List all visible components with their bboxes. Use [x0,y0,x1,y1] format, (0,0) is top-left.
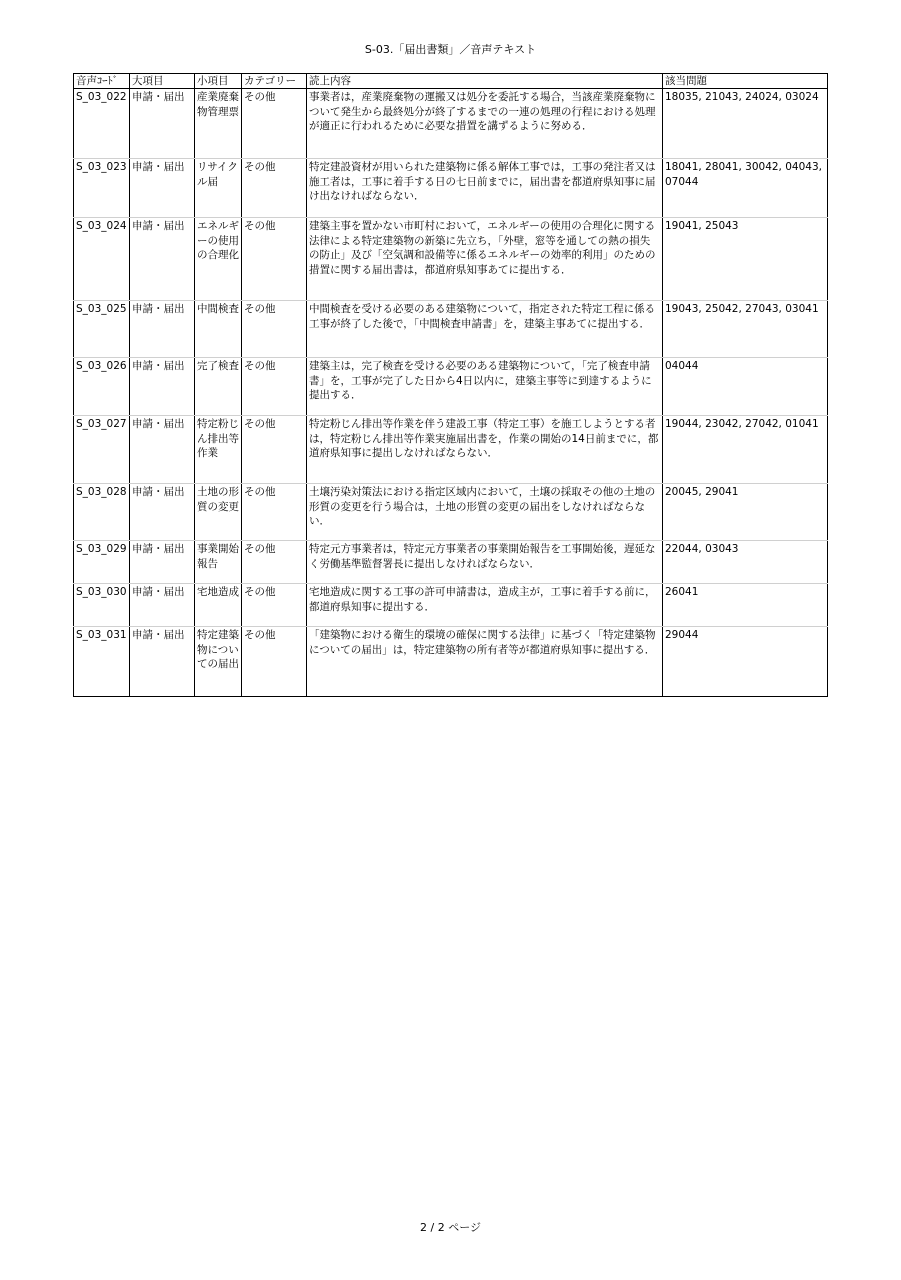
cell-minor: 中間検査 [195,301,242,358]
cell-major: 申請・届出 [130,89,195,159]
cell-questions: 18041, 28041, 30042, 04043, 07044 [663,159,828,218]
cell-minor: 特定粉じん排出等作業 [195,416,242,484]
cell-text: 特定粉じん排出等作業を伴う建設工事（特定工事）を施工しようとする者は，特定粉じん排出等作業実施届出書を，作業の開始の14日前までに，都道府県知事に提出しなければならない． [307,416,663,484]
cell-questions: 04044 [663,358,828,416]
column-header-major: 大項目 [130,74,195,89]
cell-code: S_03_031 [74,627,130,697]
cell-minor: 特定建築物についての届出 [195,627,242,697]
cell-category: その他 [242,218,307,301]
table-row [74,301,828,358]
cell-code: S_03_027 [74,416,130,484]
cell-minor: 事業開始報告 [195,541,242,584]
cell-code: S_03_029 [74,541,130,584]
cell-text: 建築主事を置かない市町村において，エネルギーの使用の合理化に関する法律による特定建築物の新築に先立ち，「外壁，窓等を通しての熱の損失の防止」及び「空気調和設備等に係るエネルギーの効率的利用」のための措置に関する届出書は，都道府県知事あてに提出する． [307,218,663,301]
cell-code: S_03_026 [74,358,130,416]
cell-major: 申請・届出 [130,218,195,301]
cell-major: 申請・届出 [130,541,195,584]
cell-major: 申請・届出 [130,358,195,416]
cell-questions: 18035, 21043, 24024, 03024 [663,89,828,159]
cell-major: 申請・届出 [130,301,195,358]
cell-major: 申請・届出 [130,159,195,218]
cell-minor: 産業廃棄物管理票 [195,89,242,159]
cell-text: 土壌汚染対策法における指定区域内において，土壌の採取その他の土地の形質の変更を行う場合は，土地の形質の変更の届出をしなければならない． [307,484,663,541]
table-row [74,484,828,541]
cell-major: 申請・届出 [130,484,195,541]
cell-questions: 19043, 25042, 27043, 03041 [663,301,828,358]
column-header-questions: 該当問題 [663,74,828,89]
cell-minor: リサイクル届 [195,159,242,218]
table-row [74,584,828,627]
table-row [74,358,828,416]
cell-text: 事業者は，産業廃棄物の運搬又は処分を委託する場合，当該産業廃棄物について発生から最終処分が終了するまでの一連の処理の行程における処理が適正に行われるために必要な措置を講ずるように努める． [307,89,663,159]
cell-text: 宅地造成に関する工事の許可申請書は，造成主が，工事に着手する前に，都道府県知事に提出する． [307,584,663,627]
cell-text: 「建築物における衛生的環境の確保に関する法律」に基づく「特定建築物についての届出」は，特定建築物の所有者等が都道府県知事に提出する． [307,627,663,697]
column-header-category: カテゴリー [242,74,307,89]
table-row [74,89,828,159]
cell-minor: エネルギーの使用の合理化 [195,218,242,301]
table-row [74,159,828,218]
cell-category: その他 [242,89,307,159]
column-header-code: 音声ｺｰﾄﾞ [74,74,130,89]
cell-text: 特定建設資材が用いられた建築物に係る解体工事では，工事の発注者又は施工者は，工事に着手する日の七日前までに，届出書を都道府県知事に届け出なければならない． [307,159,663,218]
cell-category: その他 [242,584,307,627]
cell-text: 中間検査を受ける必要のある建築物について，指定された特定工程に係る工事が終了した後で，「中間検査申請書」を，建築主事あてに提出する． [307,301,663,358]
document-title: S-03.「届出書類」／音声テキスト [364,43,537,56]
cell-major: 申請・届出 [130,416,195,484]
cell-minor: 完了検査 [195,358,242,416]
column-header-minor: 小項目 [195,74,242,89]
cell-questions: 19044, 23042, 27042, 01041 [663,416,828,484]
cell-questions: 29044 [663,627,828,697]
cell-category: その他 [242,484,307,541]
voice-text-table [73,73,828,697]
cell-code: S_03_022 [74,89,130,159]
cell-questions: 22044, 03043 [663,541,828,584]
cell-category: その他 [242,358,307,416]
cell-minor: 土地の形質の変更 [195,484,242,541]
cell-questions: 19041, 25043 [663,218,828,301]
cell-code: S_03_030 [74,584,130,627]
cell-code: S_03_025 [74,301,130,358]
table-row [74,541,828,584]
cell-text: 特定元方事業者は，特定元方事業者の事業開始報告を工事開始後，遅延なく労働基準監督署長に提出しなければならない． [307,541,663,584]
cell-major: 申請・届出 [130,627,195,697]
cell-category: その他 [242,627,307,697]
cell-category: その他 [242,541,307,584]
cell-questions: 20045, 29041 [663,484,828,541]
cell-code: S_03_028 [74,484,130,541]
cell-code: S_03_023 [74,159,130,218]
table-row [74,218,828,301]
cell-major: 申請・届出 [130,584,195,627]
cell-category: その他 [242,301,307,358]
column-header-text: 読上内容 [307,74,663,89]
cell-minor: 宅地造成 [195,584,242,627]
page-number: 2 / 2 ページ [420,1221,481,1234]
table-row [74,416,828,484]
cell-code: S_03_024 [74,218,130,301]
cell-category: その他 [242,416,307,484]
header-row [74,74,828,89]
cell-questions: 26041 [663,584,828,627]
table-row [74,627,828,697]
cell-text: 建築主は，完了検査を受ける必要のある建築物について，「完了検査申請書」を，工事が完了した日から4日以内に，建築主事等に到達するように提出する． [307,358,663,416]
cell-category: その他 [242,159,307,218]
